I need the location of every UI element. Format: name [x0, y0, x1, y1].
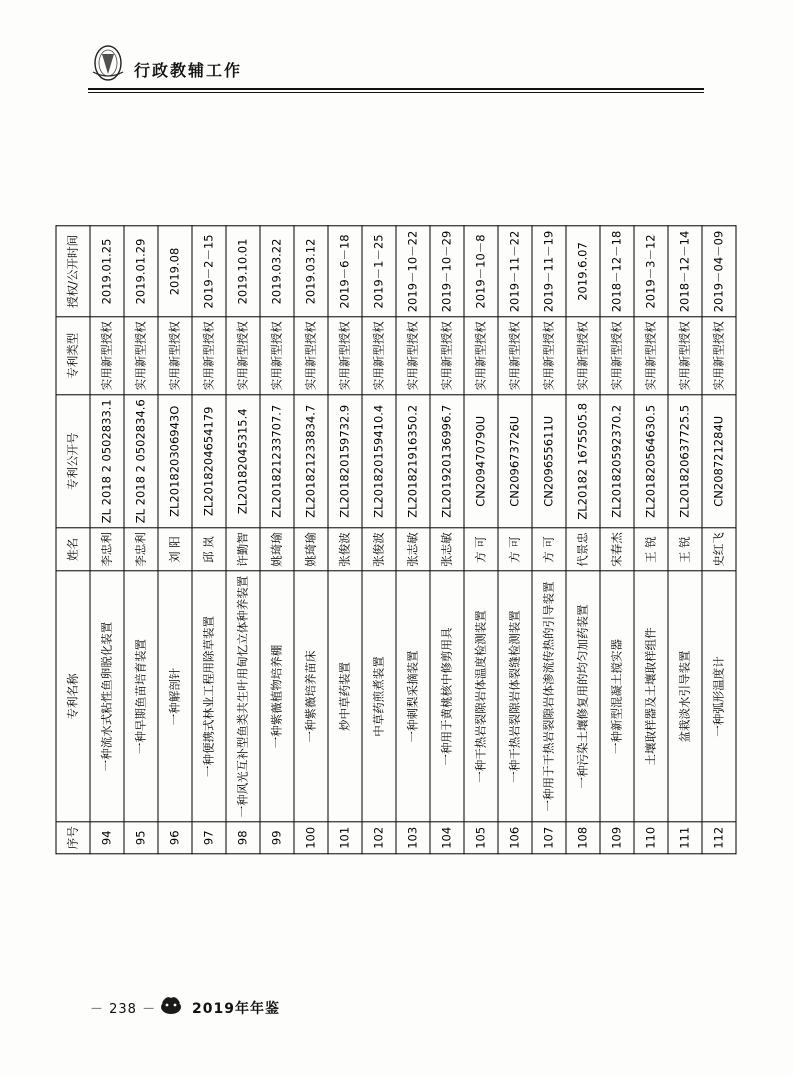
cell-date: 2019.03.12	[294, 226, 328, 317]
cell-date: 2019－10－8	[464, 226, 498, 317]
cell-seq: 100	[294, 822, 328, 854]
cell-date: 2019－10－29	[430, 226, 464, 317]
cell-date: 2019－04－09	[702, 226, 736, 317]
cell-date: 2019－3－12	[634, 226, 668, 317]
cell-person: 王 锐	[668, 528, 702, 572]
table-row	[634, 226, 668, 854]
page-header	[88, 44, 704, 92]
cell-name: 一种紫薇培养苗床	[294, 571, 328, 822]
cell-date: 2018－12－14	[668, 226, 702, 317]
cell-person: 张志敏	[430, 528, 464, 572]
cell-person: 姚琦瑜	[294, 528, 328, 572]
cell-name: 一种紫薇植物培养棚	[260, 571, 294, 822]
cell-pubno: ZL2018204654179	[192, 395, 226, 528]
cell-pubno: ZL201820637725.5	[668, 395, 702, 528]
cell-type: 实用新型授权	[124, 317, 158, 395]
cell-person: 方 可	[464, 528, 498, 572]
cell-date: 2019－10－22	[396, 226, 430, 317]
cell-seq: 103	[396, 822, 430, 854]
cell-pubno: ZL201820159410.4	[362, 395, 396, 528]
cell-type: 实用新型授权	[498, 317, 532, 395]
ink-mark-icon	[156, 992, 186, 1018]
column-header-type: 专利类型	[56, 317, 90, 395]
cell-pubno: CN209470790U	[464, 395, 498, 528]
table-row	[192, 226, 226, 854]
cell-seq: 95	[124, 822, 158, 854]
cell-name: 一种用于黄桃核中修剪用具	[430, 571, 464, 822]
cell-pubno: ZL 2018 2 0502833.1	[90, 395, 124, 528]
column-header-person: 姓名	[56, 528, 90, 572]
cell-name: 一种风光互补型鱼类共生叶用甸忆立体种养装置	[226, 571, 260, 822]
cell-type: 实用新型授权	[532, 317, 566, 395]
cell-pubno: ZL201920136996.7	[430, 395, 464, 528]
cell-date: 2019－1－25	[362, 226, 396, 317]
table-row	[294, 226, 328, 854]
cell-person: 宋春杰	[600, 528, 634, 572]
cell-type: 实用新型授权	[702, 317, 736, 395]
cell-type: 实用新型授权	[328, 317, 362, 395]
cell-pubno: ZL201821233707.7	[260, 395, 294, 528]
table-row	[328, 226, 362, 854]
cell-seq: 110	[634, 822, 668, 854]
cell-person: 李忠利	[90, 528, 124, 572]
cell-name: 一种弧形温度计	[702, 571, 736, 822]
header-rule-thick	[88, 88, 704, 90]
cell-date: 2019.10.01	[226, 226, 260, 317]
cell-date: 2019.08	[158, 226, 192, 317]
cell-name: 一种早期鱼苗培育装置	[124, 571, 158, 822]
cell-type: 实用新型授权	[668, 317, 702, 395]
cell-seq: 99	[260, 822, 294, 854]
cell-type: 实用新型授权	[294, 317, 328, 395]
cell-date: 2019.01.29	[124, 226, 158, 317]
cell-date: 2018－12－18	[600, 226, 634, 317]
table-body	[90, 226, 736, 854]
cell-seq: 107	[532, 822, 566, 854]
table-row	[90, 226, 124, 854]
cell-name: 盆栽淡水引导装置	[668, 571, 702, 822]
cell-pubno: CN208721284U	[702, 395, 736, 528]
cell-person: 代景忠	[566, 528, 600, 572]
cell-person: 王 锐	[634, 528, 668, 572]
column-header-date: 授权/公开时间	[56, 226, 90, 317]
cell-pubno: ZL201821233834.7	[294, 395, 328, 528]
cell-name: 土壤取样器及土壤取样组件	[634, 571, 668, 822]
table-header	[56, 226, 90, 854]
cell-seq: 98	[226, 822, 260, 854]
table-row	[430, 226, 464, 854]
table-row	[226, 226, 260, 854]
table-row	[498, 226, 532, 854]
column-header-name: 专利名称	[56, 571, 90, 822]
table-row	[668, 226, 702, 854]
table-row	[464, 226, 498, 854]
cell-type: 实用新型授权	[566, 317, 600, 395]
cell-date: 2019－11－19	[532, 226, 566, 317]
cell-type: 实用新型授权	[192, 317, 226, 395]
cell-name: 一种用于干热岩裂隙岩体渗流传热的引导装置	[532, 571, 566, 822]
table-row	[260, 226, 294, 854]
cell-type: 实用新型授权	[396, 317, 430, 395]
cell-type: 实用新型授权	[430, 317, 464, 395]
cell-seq: 106	[498, 822, 532, 854]
cell-person: 方 可	[532, 528, 566, 572]
cell-person: 李忠利	[124, 528, 158, 572]
cell-type: 实用新型授权	[634, 317, 668, 395]
cell-name: 一种污染土壤修复用的均匀加药装置	[566, 571, 600, 822]
cell-seq: 97	[192, 822, 226, 854]
cell-type: 实用新型授权	[260, 317, 294, 395]
cell-name: 一种解剖针	[158, 571, 192, 822]
cell-seq: 101	[328, 822, 362, 854]
cell-seq: 111	[668, 822, 702, 854]
cell-seq: 105	[464, 822, 498, 854]
cell-pubno: ZL201820159732.9	[328, 395, 362, 528]
cell-type: 实用新型授权	[600, 317, 634, 395]
cell-date: 2019－2－15	[192, 226, 226, 317]
cell-pubno: ZL20182045315.4	[226, 395, 260, 528]
table-row	[702, 226, 736, 854]
cell-seq: 102	[362, 822, 396, 854]
cell-person: 方 可	[498, 528, 532, 572]
cell-seq: 96	[158, 822, 192, 854]
table-row	[158, 226, 192, 854]
rotated-table-container	[56, 226, 737, 855]
cell-date: 2019－11－22	[498, 226, 532, 317]
cell-person: 张俊波	[328, 528, 362, 572]
cell-type: 实用新型授权	[158, 317, 192, 395]
cell-date: 2019.01.25	[90, 226, 124, 317]
cell-type: 实用新型授权	[90, 317, 124, 395]
page-number: － 238 －	[90, 1002, 157, 1017]
cell-name: 一种干热岩裂隙岩体裂缝检测装置	[498, 571, 532, 822]
cell-name: 炒中草药装置	[328, 571, 362, 822]
table-row	[362, 226, 396, 854]
table-row	[396, 226, 430, 854]
page-title: 行政教辅工作	[134, 61, 243, 80]
cell-pubno: ZL201820592370.2	[600, 395, 634, 528]
column-header-seq: 序号	[56, 822, 90, 854]
cell-person: 张志敏	[396, 528, 430, 572]
cell-pubno: ZL201820306943O	[158, 395, 192, 528]
cell-name: 一种流水式粘性鱼卵脱化装置	[90, 571, 124, 822]
table-row	[124, 226, 158, 854]
cell-type: 实用新型授权	[226, 317, 260, 395]
cell-person: 张俊波	[362, 528, 396, 572]
cell-name: 中草药煎煮装置	[362, 571, 396, 822]
table-row	[600, 226, 634, 854]
cell-seq: 94	[90, 822, 124, 854]
header-rule-thin	[88, 92, 704, 93]
cell-person: 史红飞	[702, 528, 736, 572]
patent-table	[56, 226, 737, 855]
cell-seq: 109	[600, 822, 634, 854]
cell-date: 2019－6－18	[328, 226, 362, 317]
cell-seq: 104	[430, 822, 464, 854]
cell-name: 一种刺梨采摘装置	[396, 571, 430, 822]
cell-type: 实用新型授权	[464, 317, 498, 395]
cell-pubno: ZL 2018 2 0502834.6	[124, 395, 158, 528]
cell-person: 许勤智	[226, 528, 260, 572]
column-header-pubno: 专利公开号	[56, 395, 90, 528]
cell-date: 2019.6.07	[566, 226, 600, 317]
cell-person: 姚琦瑜	[260, 528, 294, 572]
cell-date: 2019.03.22	[260, 226, 294, 317]
cell-pubno: CN209655611U	[532, 395, 566, 528]
cell-type: 实用新型授权	[362, 317, 396, 395]
table-row	[566, 226, 600, 854]
cell-person: 邱 岚	[192, 528, 226, 572]
patent-table-region	[65, 104, 726, 976]
table-header-row	[56, 226, 90, 854]
page-footer	[88, 992, 704, 1032]
cell-pubno: ZL20182 1675505.8	[566, 395, 600, 528]
cell-pubno: ZL201821916350.2	[396, 395, 430, 528]
cell-name: 一种新型混凝土搅实器	[600, 571, 634, 822]
institution-seal-icon	[88, 44, 128, 84]
cell-name: 一种干热岩裂隙岩体温度检测装置	[464, 571, 498, 822]
cell-name: 一种便携式林业工程用除草装置	[192, 571, 226, 822]
cell-person: 刘 阳	[158, 528, 192, 572]
cell-pubno: CN209673726U	[498, 395, 532, 528]
cell-seq: 112	[702, 822, 736, 854]
table-row	[532, 226, 566, 854]
yearbook-label: 2019年年鉴	[192, 1001, 280, 1017]
cell-pubno: ZL201820564630.5	[634, 395, 668, 528]
cell-seq: 108	[566, 822, 600, 854]
